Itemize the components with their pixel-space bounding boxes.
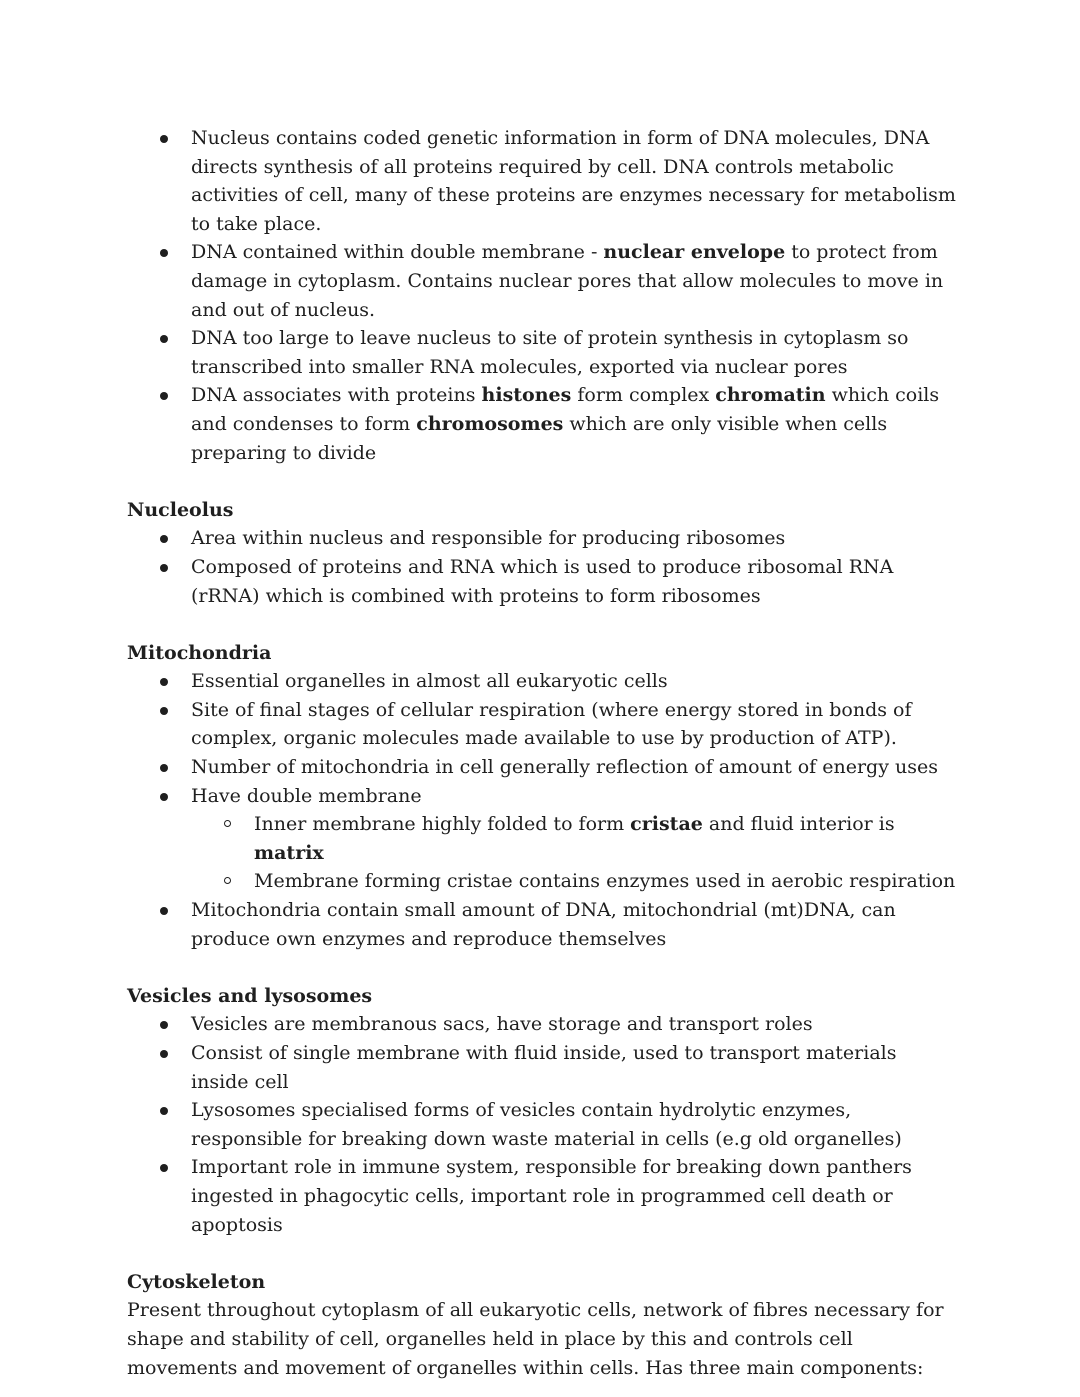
list-item: DNA contained within double membrane - nuclear envelope to protect from damage in cytoplasm. Contains nuclear pores that allow molecules to move in and out of nucleus.	[127, 238, 957, 324]
term-cristae: cristae	[630, 813, 703, 836]
list-item: Composed of proteins and RNA which is used to produce ribosomal RNA (rRNA) which is combined with proteins to form ribosomes	[127, 553, 957, 610]
term-matrix: matrix	[254, 841, 324, 864]
list-item: Lysosomes specialised forms of vesicles contain hydrolytic enzymes, responsible for breaking down waste material in cells (e.g old organelles)	[127, 1096, 957, 1153]
list-item: Area within nucleus and responsible for producing ribosomes	[127, 524, 957, 553]
section-heading-vesicles: Vesicles and lysosomes	[127, 984, 373, 1007]
mitochondria-list-cont	[127, 896, 957, 953]
list-item: Essential organelles in almost all eukaryotic cells	[127, 667, 957, 696]
document-page	[127, 124, 957, 1382]
section-heading-nucleolus: Nucleolus	[127, 498, 234, 521]
nucleolus-list	[127, 524, 957, 610]
term-chromatin: chromatin	[715, 384, 826, 407]
list-item: Important role in immune system, responsible for breaking down panthers ingested in phagocytic cells, important role in programmed cell death or apoptosis	[127, 1153, 957, 1239]
list-item: Vesicles are membranous sacs, have storage and transport roles	[127, 1010, 957, 1039]
list-item: Mitochondria contain small amount of DNA, mitochondrial (mt)DNA, can produce own enzymes and reproduce themselves	[127, 896, 957, 953]
list-item: Consist of single membrane with fluid inside, used to transport materials inside cell	[127, 1039, 957, 1096]
section-heading-mitochondria: Mitochondria	[127, 641, 272, 664]
term-histones: histones	[481, 384, 572, 407]
mitochondria-sublist	[127, 810, 957, 896]
list-item: Site of final stages of cellular respiration (where energy stored in bonds of complex, organic molecules made available to use by production of ATP).	[127, 696, 957, 753]
term-nuclear-envelope: nuclear envelope	[603, 241, 786, 264]
list-item: Number of mitochondria in cell generally reflection of amount of energy uses	[127, 753, 957, 782]
sub-list-item: Inner membrane highly folded to form cristae and fluid interior is matrix	[127, 810, 957, 867]
term-chromosomes: chromosomes	[416, 412, 564, 435]
cytoskeleton-paragraph: Present throughout cytoplasm of all eukaryotic cells, network of fibres necessary for shape and stability of cell, organelles held in place by this and controls cell movements and movement of organelles within cells. Has three main components:	[127, 1299, 944, 1379]
list-item: DNA associates with proteins histones form complex chromatin which coils and condenses to form chromosomes which are only visible when cells preparing to divide	[127, 381, 957, 467]
section-heading-cytoskeleton: Cytoskeleton	[127, 1270, 266, 1293]
sub-list-item: Membrane forming cristae contains enzymes used in aerobic respiration	[127, 867, 957, 896]
list-item: Have double membrane	[127, 782, 957, 811]
list-item: DNA too large to leave nucleus to site of protein synthesis in cytoplasm so transcribed into smaller RNA molecules, exported via nuclear pores	[127, 324, 957, 381]
list-item: Nucleus contains coded genetic information in form of DNA molecules, DNA directs synthesis of all proteins required by cell. DNA controls metabolic activities of cell, many of these proteins are enzymes necessary for metabolism to take place.	[127, 124, 957, 238]
mitochondria-list	[127, 667, 957, 810]
vesicles-list	[127, 1010, 957, 1239]
nucleus-list	[127, 124, 957, 467]
